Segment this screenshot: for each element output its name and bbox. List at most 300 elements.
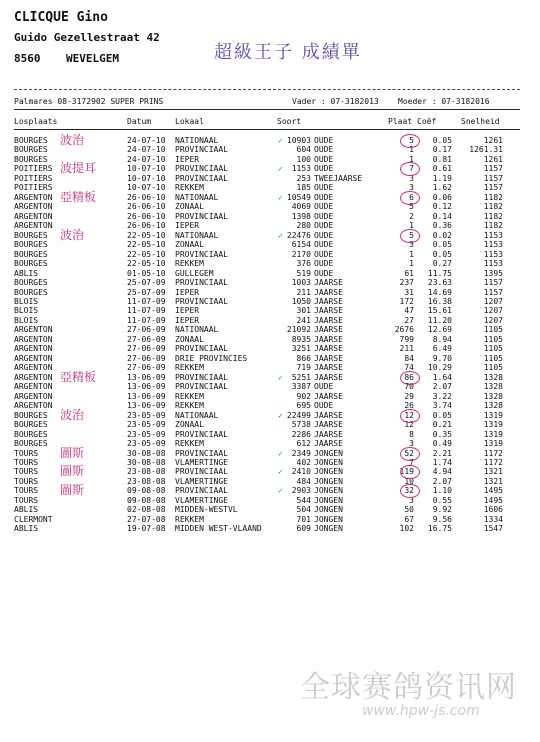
cell-losplaats: BOURGES: [14, 154, 48, 164]
cell-deelnemers: 1398: [291, 211, 311, 221]
cell-losplaats: BOURGES: [14, 278, 48, 288]
cell-lokaal: PROVINCIAAL: [175, 164, 228, 174]
check-mark-icon: ✓: [278, 136, 283, 145]
cell-deelnemers: 902: [296, 391, 311, 401]
cell-plaat: 61: [404, 268, 414, 278]
cell-snelheid: 1395: [483, 268, 503, 278]
cell-plaat: 86: [404, 372, 414, 382]
cell-deelnemers: 3251: [291, 344, 311, 354]
cell-coef: 2.07: [432, 476, 452, 486]
cell-soort: JONGEN: [314, 514, 343, 524]
check-mark-icon: ✓: [278, 372, 283, 382]
cell-datum: 10-07-10: [127, 164, 166, 174]
cell-losplaats: BLOIS: [14, 296, 39, 306]
check-mark-icon: ✓: [278, 467, 283, 477]
col-plaat: Plaat: [388, 117, 413, 126]
cell-snelheid: 1547: [483, 524, 503, 534]
cell-datum: 22-05-10: [127, 249, 166, 259]
cell-snelheid: 1182: [483, 202, 503, 212]
cell-datum: 23-08-08: [127, 476, 166, 486]
cell-coef: 1.74: [432, 457, 452, 467]
cell-deelnemers: 6154: [291, 240, 311, 250]
cell-coef: 16.75: [427, 524, 452, 534]
cell-coef: 0.05: [432, 136, 452, 145]
cell-snelheid: 1182: [483, 221, 503, 231]
cell-snelheid: 1157: [483, 278, 503, 288]
cell-datum: 23-05-09: [127, 439, 166, 449]
cell-snelheid: 1207: [483, 306, 503, 316]
cell-datum: 09-08-08: [127, 495, 166, 505]
placing-circle: [400, 465, 420, 479]
cell-snelheid: 1207: [483, 315, 503, 325]
cell-soort: JAARSE: [314, 429, 343, 439]
handwritten-annotation: 圖斯: [60, 483, 85, 498]
cell-plaat: 3: [409, 439, 414, 449]
cell-deelnemers: 5738: [291, 420, 311, 430]
cell-coef: 1.64: [432, 372, 452, 382]
cell-snelheid: 1319: [483, 439, 503, 449]
cell-lokaal: PROVINCIAAL: [175, 372, 228, 382]
cell-snelheid: 1321: [483, 467, 503, 477]
placing-circle: [400, 134, 420, 148]
cell-coef: 2.07: [432, 382, 452, 392]
cell-snelheid: 1105: [483, 334, 503, 344]
cell-snelheid: 1207: [483, 296, 503, 306]
cell-plaat: 3: [409, 183, 414, 193]
cell-deelnemers: 719: [296, 363, 311, 373]
cell-snelheid: 1319: [483, 429, 503, 439]
placing-circle: [400, 229, 420, 243]
check-mark-icon: ✓: [278, 448, 283, 458]
cell-lokaal: REKKEM: [175, 401, 204, 411]
col-snelheid: Snelheid: [461, 117, 500, 126]
cell-plaat: 50: [404, 505, 414, 515]
cell-snelheid: 1328: [483, 382, 503, 392]
cell-datum: 24-07-10: [127, 145, 166, 155]
cell-deelnemers: 2903: [291, 486, 311, 496]
cell-deelnemers: 3387: [291, 382, 311, 392]
cell-plaat: 5: [409, 230, 414, 240]
cell-losplaats: ARGENTON: [14, 211, 53, 221]
cell-losplaats: POITIERS: [14, 164, 53, 174]
cell-soort: OUDE: [314, 192, 334, 202]
cell-soort: JAARSE: [314, 363, 343, 373]
cell-snelheid: 1261: [483, 154, 503, 164]
cell-soort: JAARSE: [314, 278, 343, 288]
col-lokaal: Lokaal: [175, 117, 204, 126]
handwritten-annotation: 波治: [60, 133, 85, 147]
cell-datum: 11-07-09: [127, 306, 166, 316]
cell-soort: JAARSE: [314, 353, 343, 363]
cell-plaat: 2676: [394, 325, 414, 335]
cell-deelnemers: 2170: [291, 249, 311, 259]
col-soort: Soort: [277, 117, 302, 126]
cell-deelnemers: 10549: [286, 192, 311, 202]
cell-coef: 0.36: [432, 221, 452, 231]
cell-lokaal: NATIONAAL: [175, 230, 219, 240]
cell-snelheid: 1328: [483, 401, 503, 411]
cell-soort: JAARSE: [314, 287, 343, 297]
cell-losplaats: BOURGES: [14, 240, 48, 250]
cell-soort: OUDE: [314, 401, 334, 411]
watermark-cn: 全球赛鸽资讯网: [300, 670, 517, 705]
cell-losplaats: TOURS: [14, 486, 39, 496]
cell-coef: 8.94: [432, 334, 452, 344]
cell-snelheid: 1153: [483, 259, 503, 269]
cell-coef: 0.06: [432, 192, 452, 202]
cell-datum: 23-05-09: [127, 420, 166, 430]
cell-snelheid: 1105: [483, 363, 503, 373]
cell-losplaats: ARGENTON: [14, 391, 53, 401]
cell-plaat: 5: [409, 136, 414, 145]
cell-losplaats: ABLIS: [14, 505, 39, 515]
cell-datum: 26-06-10: [127, 192, 166, 202]
cell-soort: OUDE: [314, 154, 334, 164]
cell-coef: 12.69: [427, 325, 452, 335]
cell-coef: 0.27: [432, 259, 452, 269]
cell-soort: JONGEN: [314, 524, 343, 534]
cell-soort: OUDE: [314, 249, 334, 259]
cell-coef: 0.12: [432, 202, 452, 212]
cell-plaat: 32: [404, 486, 414, 496]
cell-lokaal: ZONAAL: [175, 240, 204, 250]
cell-lokaal: REKKEM: [175, 439, 204, 449]
cell-plaat: 74: [404, 363, 414, 373]
cell-lokaal: PROVINCIAAL: [175, 145, 228, 155]
cell-plaat: 29: [404, 391, 414, 401]
cell-lokaal: GULLEGEM: [175, 268, 214, 278]
cell-datum: 23-05-09: [127, 410, 166, 420]
cell-datum: 13-06-09: [127, 382, 166, 392]
moeder-label: Moeder : 07-3182016: [398, 97, 490, 106]
cell-lokaal: PROVINCIAAL: [175, 173, 228, 183]
cell-coef: 3.22: [432, 391, 452, 401]
cell-snelheid: 1157: [483, 164, 503, 174]
cell-deelnemers: 1050: [291, 296, 311, 306]
cell-plaat: 102: [399, 524, 414, 534]
cell-deelnemers: 519: [296, 268, 311, 278]
placing-circle: [400, 371, 420, 385]
cell-datum: 22-05-10: [127, 230, 166, 240]
cell-deelnemers: 22476: [286, 230, 311, 240]
cell-plaat: 70: [404, 382, 414, 392]
cell-coef: 11.75: [427, 268, 452, 278]
cell-datum: 10-07-10: [127, 173, 166, 183]
cell-datum: 02-08-08: [127, 505, 166, 515]
cell-datum: 27-06-09: [127, 363, 166, 373]
cell-lokaal: REKKEM: [175, 391, 204, 401]
watermark-url: www.hpw-js.com: [362, 703, 480, 719]
cell-lokaal: PROVINCIAAL: [175, 296, 228, 306]
check-mark-icon: ✓: [278, 486, 283, 496]
cell-snelheid: 1153: [483, 230, 503, 240]
cell-lokaal: DRIE PROVINCIES: [175, 353, 248, 363]
cell-lokaal: IEPER: [175, 221, 200, 231]
cell-plaat: 7: [409, 164, 414, 174]
cell-snelheid: 1319: [483, 410, 503, 420]
cell-losplaats: BOURGES: [14, 429, 48, 439]
divider-header: [14, 129, 520, 130]
cell-losplaats: CLERMONT: [14, 514, 53, 524]
cell-losplaats: BOURGES: [14, 410, 48, 420]
cell-coef: 9.70: [432, 353, 452, 363]
cell-losplaats: TOURS: [14, 457, 39, 467]
cell-lokaal: VLAMERTINGE: [175, 457, 228, 467]
cell-deelnemers: 695: [296, 401, 311, 411]
cell-plaat: 3: [409, 173, 414, 183]
cell-lokaal: NATIONAAL: [175, 410, 219, 420]
cell-lokaal: REKKEM: [175, 514, 204, 524]
cell-plaat: 3: [409, 240, 414, 250]
cell-lokaal: IEPER: [175, 287, 200, 297]
cell-deelnemers: 612: [296, 439, 311, 449]
cell-soort: JAARSE: [314, 334, 343, 344]
cell-losplaats: ARGENTON: [14, 334, 53, 344]
cell-plaat: 52: [404, 448, 414, 458]
cell-losplaats: ARGENTON: [14, 202, 53, 212]
cell-coef: 0.17: [432, 145, 452, 155]
cell-plaat: 5: [409, 202, 414, 212]
cell-soort: OUDE: [314, 268, 334, 278]
cell-deelnemers: 2286: [291, 429, 311, 439]
cell-plaat: 799: [399, 334, 414, 344]
cell-losplaats: ARGENTON: [14, 372, 53, 382]
placing-circle: [400, 409, 420, 423]
cell-coef: 0.21: [432, 420, 452, 430]
cell-snelheid: 1157: [483, 287, 503, 297]
cell-coef: 0.05: [432, 410, 452, 420]
cell-snelheid: 1261.31: [469, 145, 503, 155]
placing-circle: [400, 162, 420, 176]
cell-losplaats: TOURS: [14, 467, 39, 477]
cell-plaat: 3: [409, 495, 414, 505]
cell-soort: OUDE: [314, 230, 334, 240]
cell-snelheid: 1334: [483, 514, 503, 524]
cell-snelheid: 1261: [483, 136, 503, 145]
cell-soort: OUDE: [314, 183, 334, 193]
check-mark-icon: ✓: [278, 230, 283, 240]
cell-deelnemers: 544: [296, 495, 311, 505]
cell-snelheid: 1495: [483, 486, 503, 496]
cell-soort: OUDE: [314, 164, 334, 174]
cell-plaat: 2: [409, 211, 414, 221]
cell-plaat: 84: [404, 353, 414, 363]
cell-coef: 10.29: [427, 363, 452, 373]
cell-datum: 27-06-09: [127, 344, 166, 354]
cell-soort: JONGEN: [314, 467, 343, 477]
col-coef: Coëf: [417, 117, 437, 126]
cell-deelnemers: 280: [296, 221, 311, 231]
cell-coef: 3.74: [432, 401, 452, 411]
placing-circle: [400, 484, 420, 498]
cell-deelnemers: 701: [296, 514, 311, 524]
cell-datum: 22-05-10: [127, 259, 166, 269]
owner-street: Guido Gezellestraat 42: [14, 31, 160, 44]
cell-coef: 1.10: [432, 486, 452, 496]
cell-soort: OUDE: [314, 211, 334, 221]
cell-coef: 0.05: [432, 249, 452, 259]
cell-lokaal: MIDDEN WEST-VLAAND: [175, 524, 262, 534]
cell-losplaats: ARGENTON: [14, 382, 53, 392]
cell-coef: 1.62: [432, 183, 452, 193]
check-mark-icon: ✓: [278, 192, 283, 202]
cell-soort: OUDE: [314, 221, 334, 231]
cell-soort: JAARSE: [314, 344, 343, 354]
cell-soort: JONGEN: [314, 457, 343, 467]
cell-lokaal: VLAMERTINGE: [175, 476, 228, 486]
cell-snelheid: 1321: [483, 476, 503, 486]
cell-lokaal: PROVINCIAAL: [175, 344, 228, 354]
cell-soort: JAARSE: [314, 306, 343, 316]
cell-datum: 24-07-10: [127, 136, 166, 145]
cell-datum: 27-06-09: [127, 334, 166, 344]
cell-coef: 0.49: [432, 439, 452, 449]
cell-datum: 09-08-08: [127, 486, 166, 496]
cell-datum: 23-08-08: [127, 467, 166, 477]
cell-datum: 24-07-10: [127, 154, 166, 164]
vader-label: Vader : 07-3182013: [292, 97, 379, 106]
cell-lokaal: NATIONAAL: [175, 136, 219, 145]
cell-coef: 1.19: [432, 173, 452, 183]
cell-deelnemers: 5251: [291, 372, 311, 382]
cell-losplaats: ARGENTON: [14, 192, 53, 202]
owner-name: CLICQUE Gino: [14, 10, 108, 25]
cell-lokaal: PROVINCIAAL: [175, 211, 228, 221]
cell-snelheid: 1105: [483, 353, 503, 363]
cell-lokaal: REKKEM: [175, 363, 204, 373]
handwritten-annotation: 波提耳: [60, 161, 97, 176]
cell-deelnemers: 211: [296, 287, 311, 297]
cell-datum: 22-05-10: [127, 240, 166, 250]
cell-losplaats: BOURGES: [14, 230, 48, 240]
cell-lokaal: NATIONAAL: [175, 325, 219, 335]
cell-plaat: 47: [404, 306, 414, 316]
cell-datum: 01-05-10: [127, 268, 166, 278]
cell-plaat: 172: [399, 296, 414, 306]
cell-snelheid: 1105: [483, 344, 503, 354]
cell-snelheid: 1172: [483, 448, 503, 458]
cell-plaat: 67: [404, 514, 414, 524]
cell-datum: 19-07-08: [127, 524, 166, 534]
cell-datum: 25-07-09: [127, 278, 166, 288]
cell-deelnemers: 253: [296, 173, 311, 183]
cell-losplaats: ARGENTON: [14, 363, 53, 373]
cell-soort: JAARSE: [314, 325, 343, 335]
cell-losplaats: ARGENTON: [14, 353, 53, 363]
cell-plaat: 1: [409, 221, 414, 231]
cell-soort: JONGEN: [314, 448, 343, 458]
cell-soort: JAARSE: [314, 315, 343, 325]
handwritten-title: 超級王子 成績單: [214, 42, 362, 63]
cell-snelheid: 1319: [483, 420, 503, 430]
cell-losplaats: ARGENTON: [14, 325, 53, 335]
cell-datum: 26-06-10: [127, 202, 166, 212]
cell-datum: 27-06-09: [127, 325, 166, 335]
placing-circle: [400, 447, 420, 461]
cell-coef: 11.20: [427, 315, 452, 325]
cell-coef: 0.35: [432, 429, 452, 439]
cell-deelnemers: 866: [296, 353, 311, 363]
palmares-label: Palmares 08-3172902 SUPER PRINS: [14, 97, 164, 106]
cell-lokaal: ZONAAL: [175, 334, 204, 344]
cell-lokaal: PROVINCIAAL: [175, 486, 228, 496]
cell-losplaats: TOURS: [14, 476, 39, 486]
cell-soort: OUDE: [314, 136, 334, 145]
cell-deelnemers: 100: [296, 154, 311, 164]
cell-soort: JAARSE: [314, 391, 343, 401]
cell-losplaats: ARGENTON: [14, 221, 53, 231]
handwritten-annotation: 圖斯: [60, 445, 85, 460]
cell-deelnemers: 504: [296, 505, 311, 515]
cell-deelnemers: 402: [296, 457, 311, 467]
handwritten-annotation: 波治: [60, 407, 85, 422]
col-datum: Datum: [127, 117, 152, 126]
cell-coef: 16.38: [427, 296, 452, 306]
cell-datum: 25-07-09: [127, 287, 166, 297]
cell-datum: 11-07-09: [127, 296, 166, 306]
cell-lokaal: REKKEM: [175, 183, 204, 193]
cell-losplaats: BOURGES: [14, 145, 48, 155]
cell-datum: 11-07-09: [127, 315, 166, 325]
cell-deelnemers: 604: [296, 145, 311, 155]
handwritten-annotation: 亞精板: [60, 369, 97, 384]
cell-deelnemers: 8935: [291, 334, 311, 344]
divider-mid: [14, 109, 520, 110]
cell-coef: 0.81: [432, 154, 452, 164]
cell-deelnemers: 376: [296, 259, 311, 269]
cell-soort: JONGEN: [314, 476, 343, 486]
cell-coef: 0.55: [432, 495, 452, 505]
cell-plaat: 27: [404, 315, 414, 325]
cell-plaat: 31: [404, 287, 414, 297]
cell-lokaal: ZONAAL: [175, 202, 204, 212]
cell-datum: 13-06-09: [127, 391, 166, 401]
cell-snelheid: 1153: [483, 249, 503, 259]
cell-deelnemers: 185: [296, 183, 311, 193]
cell-plaat: 1: [409, 154, 414, 164]
cell-plaat: 1: [409, 145, 414, 155]
cell-lokaal: IEPER: [175, 154, 200, 164]
cell-soort: JAARSE: [314, 410, 343, 420]
cell-datum: 27-07-08: [127, 514, 166, 524]
cell-deelnemers: 22499: [286, 410, 311, 420]
cell-losplaats: BOURGES: [14, 439, 48, 449]
cell-deelnemers: 2410: [291, 467, 311, 477]
cell-soort: JONGEN: [314, 495, 343, 505]
cell-coef: 9.56: [432, 514, 452, 524]
cell-plaat: 119: [399, 467, 414, 477]
owner-city: WEVELGEM: [66, 52, 119, 65]
cell-plaat: 237: [399, 278, 414, 288]
cell-soort: TWEEJAARSE: [314, 173, 363, 183]
cell-soort: JAARSE: [314, 439, 343, 449]
cell-coef: 14.69: [427, 287, 452, 297]
cell-soort: JAARSE: [314, 420, 343, 430]
cell-datum: 13-06-09: [127, 401, 166, 411]
cell-lokaal: PROVINCIAAL: [175, 429, 228, 439]
cell-lokaal: PROVINCIAAL: [175, 382, 228, 392]
placing-circle: [400, 191, 420, 205]
cell-losplaats: BOURGES: [14, 420, 48, 430]
cell-deelnemers: 4069: [291, 202, 311, 212]
cell-losplaats: BOURGES: [14, 249, 48, 259]
cell-snelheid: 1328: [483, 391, 503, 401]
cell-coef: 0.61: [432, 164, 452, 174]
cell-plaat: 10: [404, 476, 414, 486]
cell-lokaal: REKKEM: [175, 259, 204, 269]
cell-datum: 26-06-10: [127, 221, 166, 231]
cell-plaat: 8: [409, 429, 414, 439]
